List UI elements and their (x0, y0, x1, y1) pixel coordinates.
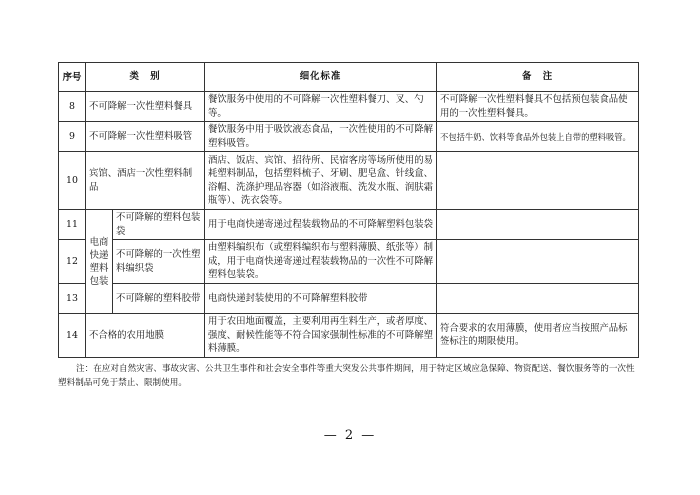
row-no: 13 (59, 284, 86, 314)
row-standard: 由塑料编织布（或塑料编织布与塑料薄膜、纸张等）制成，用于电商快递寄递过程装载物品的一次性不可降解塑料包装袋。 (205, 240, 437, 284)
row-standard: 电商快递封装使用的不可降解塑料胶带 (205, 284, 437, 314)
row-standard: 用于农田地面覆盖，主要利用再生料生产，或者厚度、强度、耐候性能等不符合国家强制性标准的不可降解塑料薄膜。 (205, 314, 437, 358)
row-remark (437, 284, 639, 314)
row-category: 宾馆、酒店一次性塑料制品 (86, 152, 205, 210)
table-row (59, 284, 639, 314)
standards-table (58, 62, 639, 358)
row-remark: 不可降解一次性塑料餐具不包括预包装食品使用的一次性塑料餐具。 (437, 92, 639, 122)
row-no: 8 (59, 92, 86, 122)
row-standard: 用于电商快递寄递过程装载物品的不可降解塑料包装袋 (205, 210, 437, 240)
table-row (59, 240, 639, 284)
table-footnote: 注：在应对自然灾害、事故灾害、公共卫生事件和社会安全事件等重大突发公共事件期间，用于特定区域应急保障、物资配送、餐饮服务等的一次性塑料制品可免于禁止、限制使用。 (58, 364, 635, 388)
row-category: 不可降解一次性塑料餐具 (86, 92, 205, 122)
row-standard: 餐饮服务中使用的不可降解一次性塑料餐刀、叉、勺等。 (205, 92, 437, 122)
row-remark (437, 210, 639, 240)
table-row (59, 314, 639, 358)
header-category: 类 别 (86, 63, 205, 92)
table-row (59, 152, 639, 210)
table-row (59, 210, 639, 240)
row-remark: 不包括牛奶、饮料等食品外包装上自带的塑料吸管。 (437, 122, 639, 152)
table-header-row (59, 63, 639, 92)
row-category: 不可降解一次性塑料吸管 (86, 122, 205, 152)
row-category: 不可降解的塑料包装袋 (113, 210, 205, 240)
header-no: 序号 (59, 63, 86, 92)
table-row (59, 122, 639, 152)
row-no: 10 (59, 152, 86, 210)
row-remark (437, 240, 639, 284)
row-remark: 符合要求的农用薄膜，使用者应当按照产品标签标注的期限使用。 (437, 314, 639, 358)
row-category: 不可降解的一次性塑料编织袋 (113, 240, 205, 284)
group-label: 电商快递塑料包装 (86, 210, 113, 314)
row-no: 12 (59, 240, 86, 284)
row-no: 14 (59, 314, 86, 358)
row-standard: 餐饮服务中用于吸饮液态食品，一次性使用的不可降解塑料吸管。 (205, 122, 437, 152)
page-number: — 2 — (323, 428, 377, 443)
row-no: 9 (59, 122, 86, 152)
row-no: 11 (59, 210, 86, 240)
row-category: 不可降解的塑料胶带 (113, 284, 205, 314)
header-remark: 备 注 (437, 63, 639, 92)
row-category: 不合格的农用地膜 (86, 314, 205, 358)
row-standard: 酒店、饭店、宾馆、招待所、民宿客房等场所使用的易耗塑料制品，包括塑料梳子、牙刷、肥皂盒、针线盒、浴帽、洗涤护理品容器（如浴液瓶、洗发水瓶、润肤霜瓶等）、洗衣袋等。 (205, 152, 437, 210)
row-remark (437, 152, 639, 210)
header-standard: 细化标准 (205, 63, 437, 92)
table-row (59, 92, 639, 122)
